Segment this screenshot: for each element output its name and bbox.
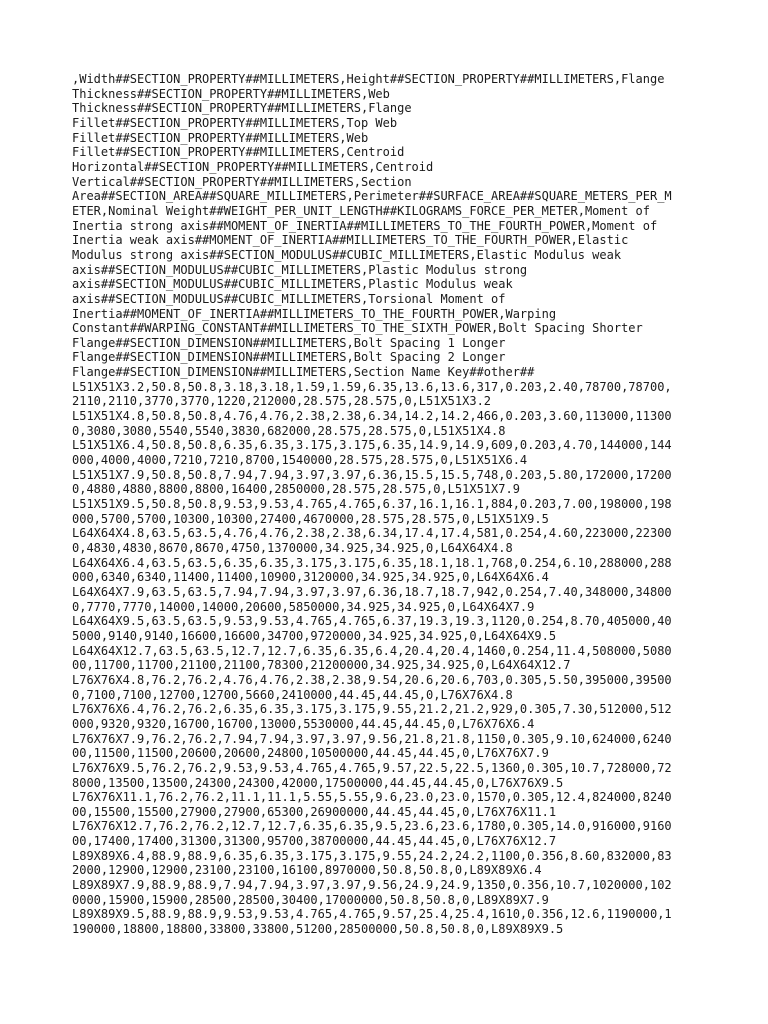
text-line: 000,5700,5700,10300,10300,27400,4670000,28.575,28.575,0,L51X51X9.5 (72, 511, 549, 526)
text-line: L76X76X12.7,76.2,76.2,12.7,12.7,6.35,6.35,9.5,23.6,23.6,1780,0.305,14.0,916000,9160 (72, 819, 672, 834)
text-line: L51X51X3.2,50.8,50.8,3.18,3.18,1.59,1.59,6.35,13.6,13.6,317,0.203,2.40,78700,78700, (72, 379, 672, 394)
text-line: Inertia weak axis##MOMENT_OF_INERTIA##MILLIMETERS_TO_THE_FOURTH_POWER,Elastic (72, 233, 629, 248)
text-line: Flange##SECTION_DIMENSION##MILLIMETERS,Bolt Spacing 1 Longer (72, 335, 506, 350)
text-line: Flange##SECTION_DIMENSION##MILLIMETERS,Bolt Spacing 2 Longer (72, 350, 506, 365)
text-line: 2110,2110,3770,3770,1220,212000,28.575,28.575,0,L51X51X3.2 (72, 394, 492, 409)
text-line: L64X64X6.4,63.5,63.5,6.35,6.35,3.175,3.175,6.35,18.1,18.1,768,0.254,6.10,288000,288 (72, 555, 672, 570)
text-line: Thickness##SECTION_PROPERTY##MILLIMETERS,Flange (72, 101, 412, 116)
text-line: 190000,18800,18800,33800,33800,51200,28500000,50.8,50.8,0,L89X89X9.5 (72, 922, 564, 937)
text-line: L76X76X4.8,76.2,76.2,4.76,4.76,2.38,2.38,9.54,20.6,20.6,703,0.305,5.50,395000,39500 (72, 672, 672, 687)
text-line: 5000,9140,9140,16600,16600,34700,9720000,34.925,34.925,0,L64X64X9.5 (72, 628, 557, 643)
text-line: Fillet##SECTION_PROPERTY##MILLIMETERS,Centroid (72, 145, 405, 160)
text-line: L76X76X9.5,76.2,76.2,9.53,9.53,4.765,4.765,9.57,22.5,22.5,1360,0.305,10.7,728000,72 (72, 760, 672, 775)
text-line: 00,11500,11500,20600,20600,24800,10500000,44.45,44.45,0,L76X76X7.9 (72, 746, 549, 761)
text-line: 0,3080,3080,5540,5540,3830,682000,28.575,28.575,0,L51X51X4.8 (72, 423, 506, 438)
text-line: Inertia strong axis##MOMENT_OF_INERTIA##MILLIMETERS_TO_THE_FOURTH_POWER,Moment of (72, 218, 658, 233)
text-line: Area##SECTION_AREA##SQUARE_MILLIMETERS,Perimeter##SURFACE_AREA##SQUARE_METERS_PER_M (72, 189, 672, 204)
text-line: 000,9320,9320,16700,16700,13000,5530000,44.45,44.45,0,L76X76X6.4 (72, 716, 535, 731)
text-line: axis##SECTION_MODULUS##CUBIC_MILLIMETERS,Plastic Modulus weak (72, 277, 513, 292)
text-line: axis##SECTION_MODULUS##CUBIC_MILLIMETERS,Plastic Modulus strong (72, 262, 528, 277)
text-line: L64X64X4.8,63.5,63.5,4.76,4.76,2.38,2.38,6.34,17.4,17.4,581,0.254,4.60,223000,22300 (72, 526, 672, 541)
text-line: 0,4830,4830,8670,8670,4750,1370000,34.925,34.925,0,L64X64X4.8 (72, 541, 513, 555)
text-line: 8000,13500,13500,24300,24300,42000,17500000,44.45,44.45,0,L76X76X9.5 (72, 775, 564, 790)
text-line: 00,15500,15500,27900,27900,65300,26900000,44.45,44.45,0,L76X76X11.1 (72, 804, 557, 819)
text-line: L51X51X9.5,50.8,50.8,9.53,9.53,4.765,4.765,6.37,16.1,16.1,884,0.203,7.00,198000,198 (72, 497, 672, 512)
text-line: 0,4880,4880,8800,8800,16400,2850000,28.575,28.575,0,L51X51X7.9 (72, 482, 520, 497)
text-line: L64X64X12.7,63.5,63.5,12.7,12.7,6.35,6.35,6.4,20.4,20.4,1460,0.254,11.4,508000,5080 (72, 643, 672, 658)
text-line: 00,17400,17400,31300,31300,95700,38700000,44.45,44.45,0,L76X76X12.7 (72, 834, 557, 849)
text-line: 0,7100,7100,12700,12700,5660,2410000,44.45,44.45,0,L76X76X4.8 (72, 687, 513, 702)
text-line: L64X64X9.5,63.5,63.5,9.53,9.53,4.765,4.765,6.37,19.3,19.3,1120,0.254,8.70,405000,40 (72, 614, 672, 629)
text-line: ,Width##SECTION_PROPERTY##MILLIMETERS,Height##SECTION_PROPERTY##MILLIMETERS,Flange (72, 72, 665, 86)
text-line: L89X89X9.5,88.9,88.9,9.53,9.53,4.765,4.765,9.57,25.4,25.4,1610,0.356,12.6,1190000,1 (72, 907, 672, 922)
text-line: L89X89X6.4,88.9,88.9,6.35,6.35,3.175,3.175,9.55,24.2,24.2,1100,0.356,8.60,832000,83 (72, 848, 672, 863)
text-line: 000,6340,6340,11400,11400,10900,3120000,34.925,34.925,0,L64X64X6.4 (72, 570, 549, 585)
text-line: 0000,15900,15900,28500,28500,30400,17000000,50.8,50.8,0,L89X89X7.9 (72, 892, 549, 907)
text-line: 2000,12900,12900,23100,23100,16100,8970000,50.8,50.8,0,L89X89X6.4 (72, 863, 542, 878)
text-line: Fillet##SECTION_PROPERTY##MILLIMETERS,Web (72, 130, 369, 145)
text-line: L76X76X6.4,76.2,76.2,6.35,6.35,3.175,3.175,9.55,21.2,21.2,929,0.305,7.30,512000,512 (72, 702, 672, 717)
text-line: L64X64X7.9,63.5,63.5,7.94,7.94,3.97,3.97,6.36,18.7,18.7,942,0.254,7.40,348000,34800 (72, 584, 672, 599)
text-line: 00,11700,11700,21100,21100,78300,21200000,34.925,34.925,0,L64X64X12.7 (72, 658, 571, 673)
document-body (72, 72, 702, 937)
text-line: axis##SECTION_MODULUS##CUBIC_MILLIMETERS,Torsional Moment of (72, 291, 506, 306)
text-line: 000,4000,4000,7210,7210,8700,1540000,28.575,28.575,0,L51X51X6.4 (72, 453, 528, 468)
text-line: L51X51X6.4,50.8,50.8,6.35,6.35,3.175,3.175,6.35,14.9,14.9,609,0.203,4.70,144000,144 (72, 438, 672, 453)
text-line: Thickness##SECTION_PROPERTY##MILLIMETERS,Web (72, 86, 390, 101)
text-line: L89X89X7.9,88.9,88.9,7.94,7.94,3.97,3.97,9.56,24.9,24.9,1350,0.356,10.7,1020000,102 (72, 878, 672, 893)
text-line: L76X76X7.9,76.2,76.2,7.94,7.94,3.97,3.97,9.56,21.8,21.8,1150,0.305,9.10,624000,6240 (72, 731, 672, 746)
text-line: 0,7770,7770,14000,14000,20600,5850000,34.925,34.925,0,L64X64X7.9 (72, 599, 535, 614)
text-line: L51X51X4.8,50.8,50.8,4.76,4.76,2.38,2.38,6.34,14.2,14.2,466,0.203,3.60,113000,11300 (72, 409, 672, 424)
text-line: Fillet##SECTION_PROPERTY##MILLIMETERS,Top Web (72, 115, 398, 130)
text-line: Constant##WARPING_CONSTANT##MILLIMETERS_TO_THE_SIXTH_POWER,Bolt Spacing Shorter (72, 321, 643, 336)
text-line: Vertical##SECTION_PROPERTY##MILLIMETERS,Section (72, 174, 412, 189)
text-line: Modulus strong axis##SECTION_MODULUS##CUBIC_MILLIMETERS,Elastic Modulus weak (72, 247, 622, 262)
text-line: Inertia##MOMENT_OF_INERTIA##MILLIMETERS_TO_THE_FOURTH_POWER,Warping (72, 306, 557, 321)
text-line: ETER,Nominal Weight##WEIGHT_PER_UNIT_LENGTH##KILOGRAMS_FORCE_PER_METER,Moment of (72, 203, 650, 218)
text-line: L76X76X11.1,76.2,76.2,11.1,11.1,5.55,5.55,9.6,23.0,23.0,1570,0.305,12.4,824000,8240 (72, 790, 672, 805)
text-line: Flange##SECTION_DIMENSION##MILLIMETERS,Section Name Key##other## (72, 365, 535, 380)
text-line: L51X51X7.9,50.8,50.8,7.94,7.94,3.97,3.97,6.36,15.5,15.5,748,0.203,5.80,172000,17200 (72, 467, 672, 482)
text-line: Horizontal##SECTION_PROPERTY##MILLIMETERS,Centroid (72, 159, 434, 174)
